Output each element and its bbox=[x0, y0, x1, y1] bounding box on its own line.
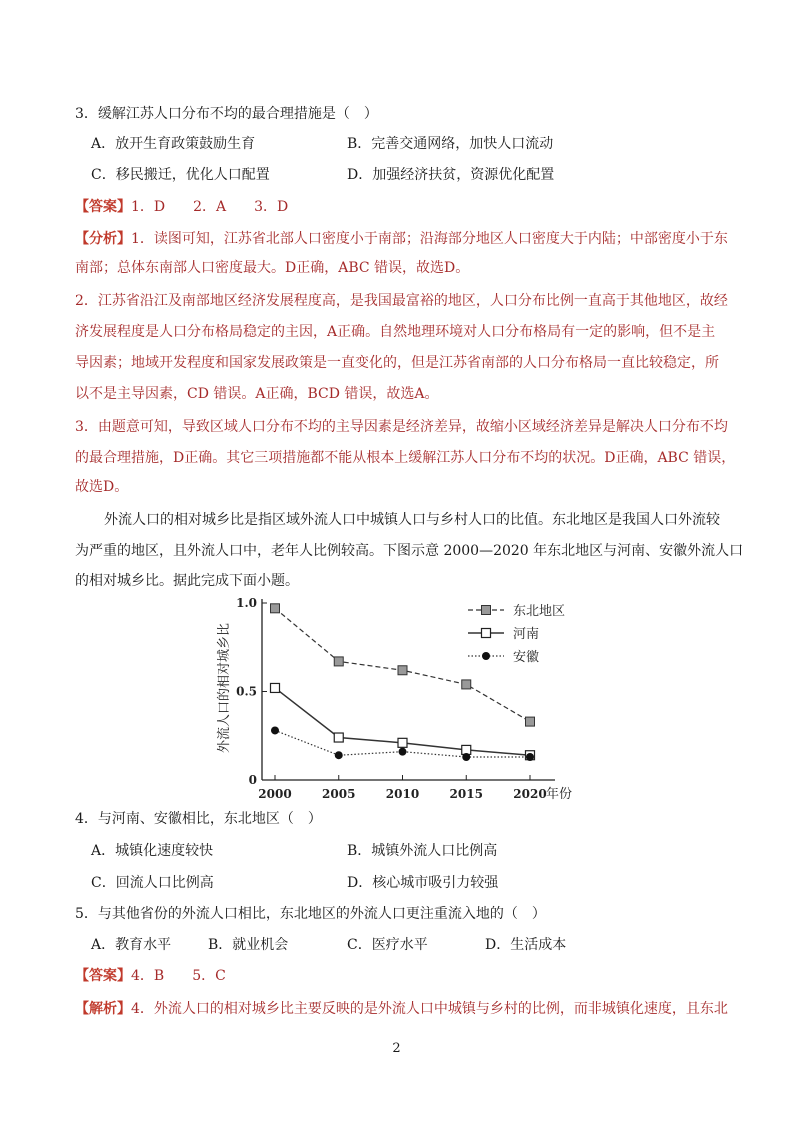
analysis-line-9: 故选D。 bbox=[75, 479, 129, 495]
analysis-line-3: 2．江苏省沿江及南部地区经济发展程度高，是我国最富裕的地区，人口分布比例一直高于其他地区，故经 bbox=[75, 293, 728, 309]
analysis-line-7: 3．由题意可知，导致区域人口分布不均的主导因素是经济差异，故缩小区域经济差异是解决人口分布不均 bbox=[75, 419, 728, 435]
q3-option-c: C．移民搬迁，优化人口配置 bbox=[91, 167, 270, 183]
analysis-text: 1．读图可知，江苏省北部人口密度小于南部；沿海部分地区人口密度大于内陆；中部密度小于东 bbox=[131, 231, 728, 247]
y-tick-label: 0.5 bbox=[236, 684, 257, 699]
answer-tag-2: 【答案】 bbox=[75, 968, 131, 984]
data-point bbox=[335, 751, 343, 759]
x-tick-label: 2020 bbox=[513, 787, 547, 801]
legend-label: 东北地区 bbox=[513, 604, 566, 619]
q5-option-d: D．生活成本 bbox=[485, 937, 567, 953]
intro-line-3: 的相对城乡比。据此完成下面小题。 bbox=[75, 573, 299, 589]
q4-option-b: B．城镇外流人口比例高 bbox=[347, 843, 498, 859]
q5-option-c: C．医疗水平 bbox=[347, 937, 428, 953]
intro-line-2: 为严重的地区，且外流人口中，老年人比例较高。下图示意 2000—2020 年东北地区与河南、安徽外流人口 bbox=[75, 543, 744, 559]
q5-stem: 5．与其他省份的外流人口相比，东北地区的外流人口更注重流入地的（ ） bbox=[75, 906, 546, 922]
analysis-line-5: 导因素；地域开发程度和国家发展政策是一直变化的，但是江苏省南部的人口分布格局一直比较稳定，所 bbox=[75, 355, 719, 371]
data-point bbox=[462, 753, 470, 761]
q3-option-d: D．加强经济扶贫，资源优化配置 bbox=[347, 167, 555, 183]
q4-option-c: C．回流人口比例高 bbox=[91, 875, 214, 891]
page-number: 2 bbox=[392, 1041, 401, 1056]
x-axis-label: 年份 bbox=[546, 787, 573, 802]
q5-option-a: A．教育水平 bbox=[91, 937, 172, 953]
answer-block-2 bbox=[75, 966, 226, 986]
x-tick-label: 2010 bbox=[385, 787, 420, 801]
analysis-line-1 bbox=[75, 229, 728, 249]
series-line bbox=[275, 608, 530, 721]
data-point bbox=[399, 748, 407, 756]
data-point bbox=[482, 606, 491, 615]
analysis-tag: 【分析】 bbox=[75, 231, 131, 247]
analysis2-line-1 bbox=[75, 999, 728, 1019]
x-tick-label: 2015 bbox=[449, 787, 483, 801]
data-point bbox=[482, 652, 490, 660]
q5-option-b: B．就业机会 bbox=[208, 937, 289, 953]
x-tick-label: 2000 bbox=[258, 787, 292, 801]
data-point bbox=[271, 726, 279, 734]
q4-option-d: D．核心城市吸引力较强 bbox=[347, 875, 499, 891]
answer-text-2: 4．B 5．C bbox=[131, 968, 226, 984]
q3-stem: 3．缓解江苏人口分布不均的最合理措施是（ ） bbox=[75, 106, 378, 122]
analysis2-tag: 【解析】 bbox=[75, 1001, 131, 1017]
q4-option-a: A．城镇化速度较快 bbox=[91, 843, 214, 859]
y-tick-label: 0 bbox=[248, 773, 257, 787]
analysis-line-4: 济发展程度是人口分布格局稳定的主因，A正确。自然地理环境对人口分布格局有一定的影响，但不是主 bbox=[75, 324, 716, 340]
legend-item bbox=[468, 626, 539, 642]
data-point bbox=[271, 683, 280, 692]
q4-stem: 4．与河南、安徽相比，东北地区（ ） bbox=[75, 811, 322, 827]
q3-option-a: A．放开生育政策鼓励生育 bbox=[91, 136, 256, 152]
q3-option-b: B．完善交通网络，加快人口流动 bbox=[347, 136, 554, 152]
analysis-line-2: 南部；总体东南部人口密度最大。D正确，ABC 错误，故选D。 bbox=[75, 260, 470, 276]
data-point bbox=[398, 738, 407, 747]
legend-item bbox=[468, 649, 539, 665]
data-point bbox=[398, 666, 407, 675]
intro-line-1: 外流人口的相对城乡比是指区域外流人口中城镇人口与乡村人口的比值。东北地区是我国人口外流较 bbox=[104, 512, 720, 528]
y-tick-label: 1.0 bbox=[236, 596, 257, 610]
analysis2-text: 4．外流人口的相对城乡比主要反映的是外流人口中城镇与乡村的比例，而非城镇化速度，且东北 bbox=[131, 1001, 728, 1017]
legend-item bbox=[468, 603, 565, 619]
data-point bbox=[526, 717, 535, 726]
data-point bbox=[462, 680, 471, 689]
answer-tag: 【答案】 bbox=[75, 199, 131, 215]
answer-text: 1．D 2．A 3．D bbox=[131, 199, 289, 215]
data-point bbox=[482, 629, 491, 638]
y-axis-label: 外流人口的相对城乡比 bbox=[217, 622, 232, 754]
x-tick-label: 2005 bbox=[322, 787, 356, 801]
answer-block-1 bbox=[75, 197, 288, 217]
line-chart bbox=[210, 588, 600, 810]
data-point bbox=[271, 604, 280, 613]
series-0 bbox=[271, 604, 535, 726]
data-point bbox=[334, 733, 343, 742]
analysis-line-6: 以不是主导因素，CD 错误。A正确，BCD 错误，故选A。 bbox=[75, 386, 439, 402]
legend-label: 安徽 bbox=[513, 650, 540, 665]
data-point bbox=[334, 657, 343, 666]
data-point bbox=[526, 753, 534, 761]
legend-label: 河南 bbox=[513, 627, 540, 642]
analysis-line-8: 的最合理措施，D正确。其它三项措施都不能从根本上缓解江苏人口分布不均的状况。D正确，ABC 错误， bbox=[75, 450, 736, 466]
